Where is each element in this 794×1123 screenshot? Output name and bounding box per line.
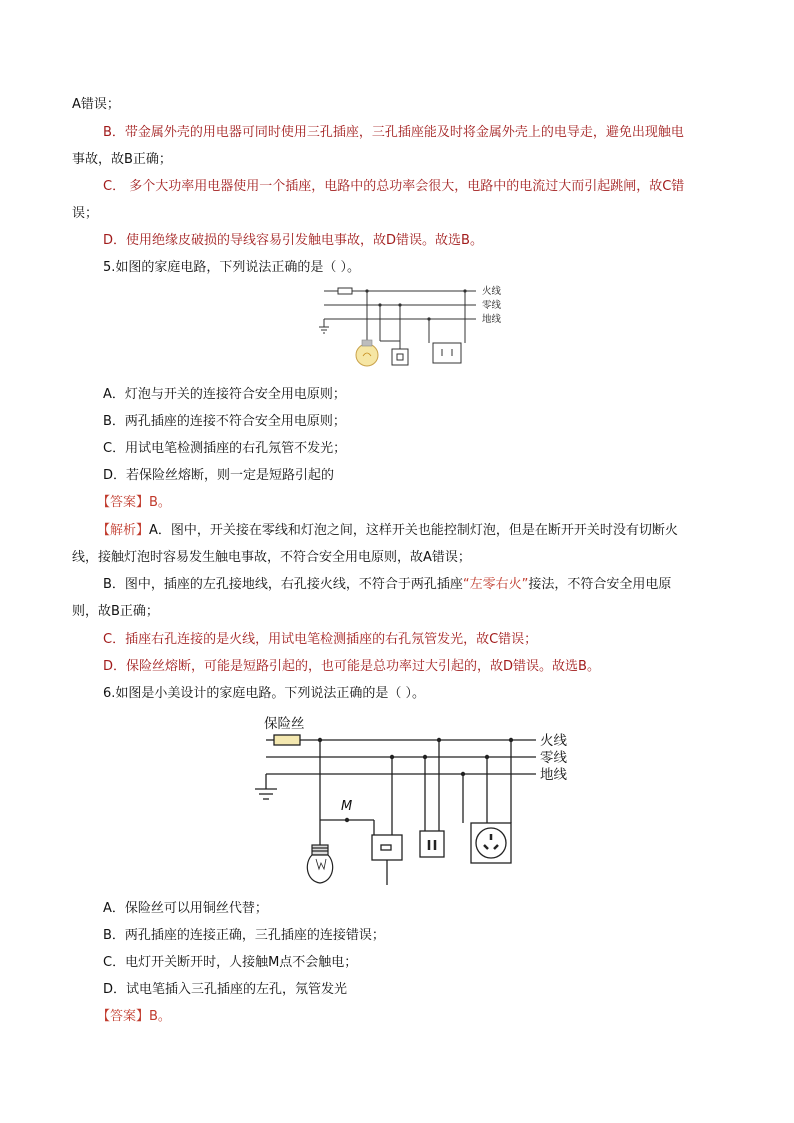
q5-stem: 5.如图的家庭电路，下列说法正确的是（ ）。 (103, 260, 361, 275)
q5-live-label: 火线 (482, 286, 502, 297)
q6-option-d: D．试电笔插入三孔插座的左孔，氖管发光 (103, 982, 348, 997)
q6-ground-label: 地线 (540, 767, 567, 783)
q5-analysis-d: D．保险丝熔断，可能是短路引起的，也可能是总功率过大引起的，故D错误。故选B。 (103, 659, 600, 674)
q4-option-b-line1: B．带金属外壳的用电器可同时使用三孔插座，三孔插座能及时将金属外壳上的电导走，避免出现触电 (103, 125, 684, 140)
q4-option-b-line2: 事故，故B正确； (72, 152, 172, 167)
q5-analysis-b-line1 (103, 576, 671, 594)
q6-fuse-label: 保险丝 (264, 716, 305, 732)
analysis-b-quote: “左零右火” (462, 577, 529, 592)
bulb-icon (356, 340, 378, 366)
q6-circuit-figure (248, 709, 578, 889)
q6-point-m-label: M (341, 799, 353, 814)
q5-option-b: B．两孔插座的连接不符合安全用电原则； (103, 414, 346, 429)
q4-option-d: D．使用绝缘皮破损的导线容易引发触电事故，故D错误。故选B。 (103, 233, 483, 248)
q5-option-c: C．用试电笔检测插座的右孔氖管不发光； (103, 441, 347, 456)
analysis-a-text: A．图中，开关接在零线和灯泡之间，这样开关也能控制灯泡，但是在断开开关时没有切断火 (149, 523, 678, 538)
q6-option-b: B．两孔插座的连接正确，三孔插座的连接错误； (103, 928, 385, 943)
q5-analysis-a-line2: 线，接触灯泡时容易发生触电事故，不符合安全用电原则，故A错误； (72, 550, 471, 565)
q5-analysis-c: C．插座右孔连接的是火线，用试电笔检测插座的右孔氖管发光，故C错误； (103, 632, 538, 647)
q6-live-label: 火线 (540, 733, 567, 749)
q5-answer: 【答案】B。 (97, 495, 171, 510)
q5-option-a: A．灯泡与开关的连接符合安全用电原则； (103, 387, 346, 402)
q4-option-c-line2: 误； (72, 206, 99, 221)
q5-circuit-figure (318, 283, 518, 375)
q6-stem: 6.如图是小美设计的家庭电路。下列说法正确的是（ ）。 (103, 686, 426, 701)
q5-neutral-label: 零线 (482, 300, 502, 311)
q6-answer: 【答案】B。 (97, 1009, 171, 1024)
q4-option-c-line1: C． 多个大功率用电器使用一个插座，电路中的总功率会很大，电路中的电流过大而引起跳闸，故C错 (103, 179, 685, 194)
analysis-b-pre: B．图中，插座的左孔接地线，右孔接火线，不符合于两孔插座 (103, 577, 463, 592)
q5-analysis-b-line2: 则，故B正确； (72, 604, 159, 619)
q6-option-c: C．电灯开关断开时，人接触M点不会触电； (103, 955, 358, 970)
analysis-label: 【解析】 (97, 523, 150, 538)
q6-neutral-label: 零线 (540, 750, 567, 766)
q6-option-a: A．保险丝可以用铜丝代替； (103, 901, 268, 916)
bulb-icon (307, 845, 332, 883)
q5-option-d: D．若保险丝熔断，则一定是短路引起的 (103, 468, 335, 483)
q4-option-a-tail: A错误； (72, 97, 120, 112)
q5-ground-label: 地线 (482, 314, 502, 325)
analysis-b-post: 接法，不符合安全用电原 (528, 577, 672, 592)
q5-analysis-a-line1 (97, 522, 678, 540)
